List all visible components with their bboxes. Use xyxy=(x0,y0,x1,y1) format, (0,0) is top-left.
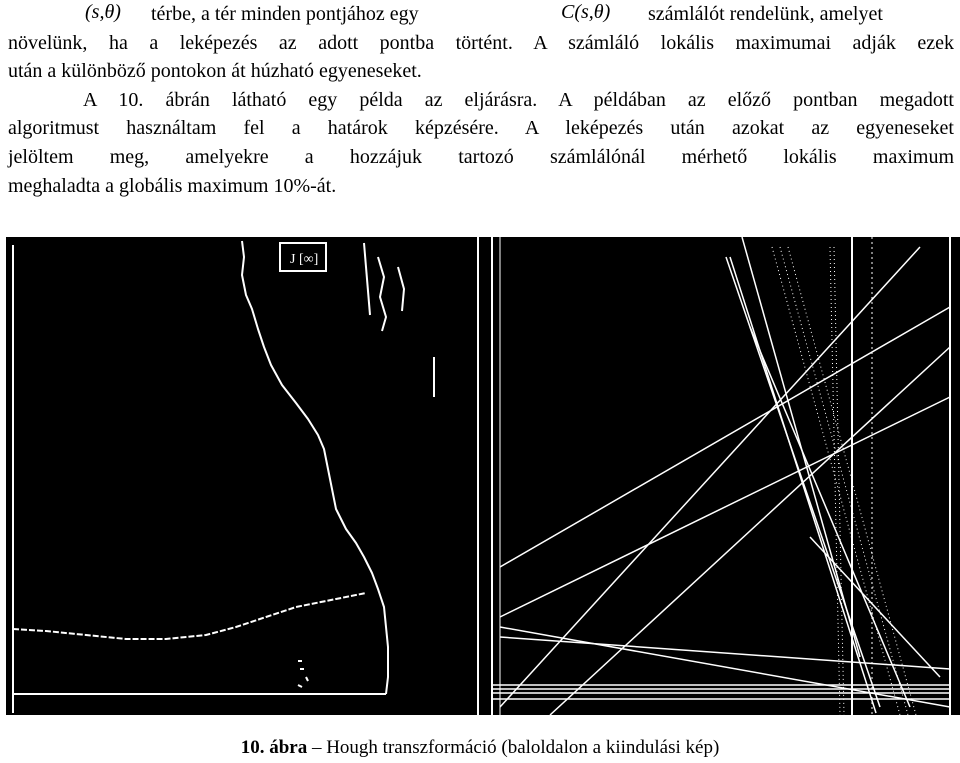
paragraph-1-line-2: növelünk, ha a leképezés az adott pontba történt. A számláló lokális maximumai adják ezek xyxy=(8,31,954,54)
paragraph-2-line-2: algoritmust használtam fel a határok képzésére. A leképezés után azokat az egyeneseket xyxy=(8,117,954,140)
body-text xyxy=(8,0,954,200)
figure-number: 10. ábra xyxy=(240,737,308,758)
paragraph-1-line-1 xyxy=(8,0,954,29)
paragraph-2-line-4: meghaladta a globális maximum 10%-át. xyxy=(8,174,337,197)
figure-caption xyxy=(0,736,960,760)
right-hough-image xyxy=(480,237,960,715)
left-edge-image xyxy=(6,237,480,715)
paragraph-2-line-3: jelöltem meg, amelyekre a hozzájuk tartozó számlálónál mérhető lokális maximum xyxy=(8,145,954,168)
paragraph-1-text-a: térbe, a tér minden pontjához egy xyxy=(151,3,419,25)
math-counter: C(s,θ) xyxy=(561,1,611,23)
paragraph-2-line-1: A 10. ábrán látható egy példa az eljárásra. A példában az előző pontban megadott xyxy=(83,88,954,111)
caption-dash: – xyxy=(311,737,322,758)
figure-hough-images xyxy=(6,237,960,715)
caption-text: Hough transzformáció (baloldalon a kiindulási kép) xyxy=(326,737,720,758)
paragraph-1-line-3: után a különböző pontokon át húzható egyeneseket. xyxy=(8,60,422,83)
figure-inner-label: J [∞] xyxy=(290,252,319,267)
paragraph-1-text-b: számlálót rendelünk, amelyet xyxy=(648,3,883,25)
math-s-theta: (s,θ) xyxy=(85,1,121,23)
